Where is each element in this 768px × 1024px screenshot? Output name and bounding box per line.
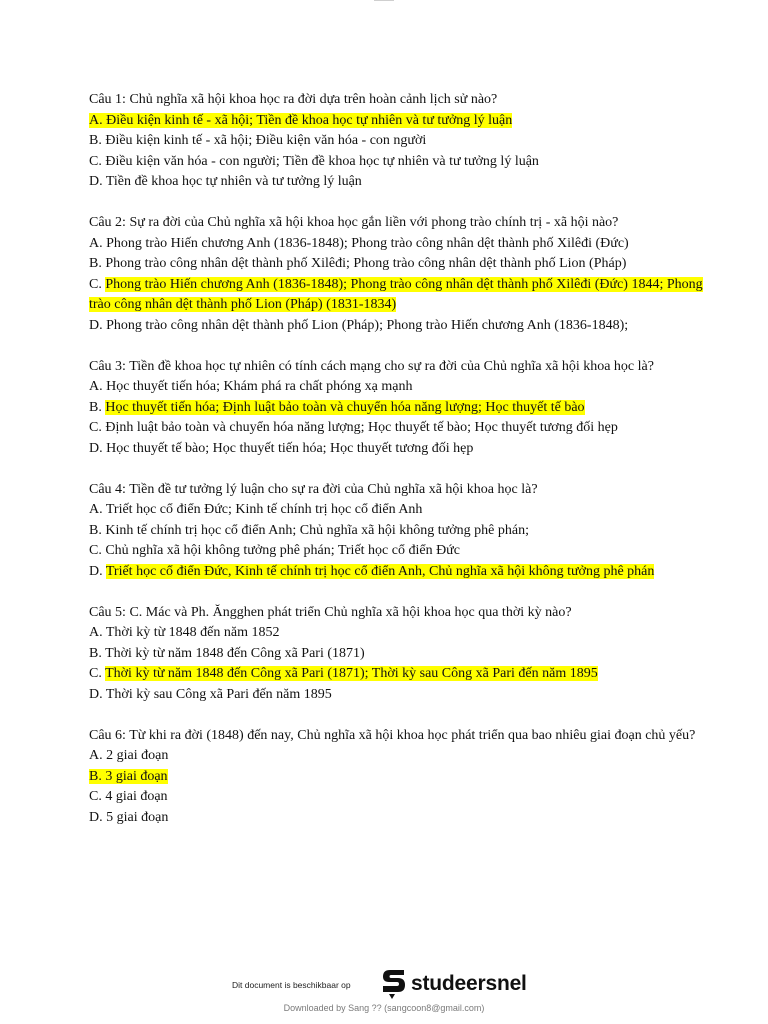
option-letter: C.: [89, 666, 106, 681]
answer-option: A. Phong trào Hiến chương Anh (1836-1848); Phong trào công nhân dệt thành phố Xilêđi (Đức): [89, 235, 629, 251]
answer-option: [89, 664, 719, 685]
page-top-divider: [374, 0, 394, 1]
studeersnel-logo-icon: [380, 968, 407, 1000]
question-block: [89, 480, 719, 583]
answer-option: B. Phong trào công nhân dệt thành phố Xilêđi; Phong trào công nhân dệt thành phố Lion (Pháp): [89, 256, 627, 271]
answer-option: C. 4 giai đoạn: [89, 789, 168, 804]
question-text: Câu 6: Từ khi ra đời (1848) đến nay, Chủ nghĩa xã hội khoa học phát triển qua bao nhiêu giai đoạn chủ yếu?: [89, 727, 696, 743]
question-text: Câu 4: Tiền đề tư tưởng lý luận cho sự ra đời của Chủ nghĩa xã hội khoa học là?: [89, 481, 538, 497]
availability-text: Dit document is beschikbaar op: [232, 980, 351, 990]
highlighted-correct-answer: B. 3 giai đoạn: [89, 768, 168, 784]
option-letter: C.: [89, 276, 106, 292]
question-block: [89, 603, 719, 706]
studeersnel-brand[interactable]: [380, 968, 527, 1000]
answer-option: B. Thời kỳ từ năm 1848 đến Công xã Pari (1871): [89, 645, 365, 661]
highlighted-correct-answer: Phong trào Hiến chương Anh (1836-1848); Phong trào công nhân dệt thành phố Xilêđi (Đức) 1844; Phong trào công nhân dệt thành phố Lion (Pháp) (1831-1834): [89, 276, 703, 312]
highlighted-correct-answer: A. Điều kiện kinh tế - xã hội; Tiền đề khoa học tự nhiên và tư tưởng lý luận: [89, 112, 513, 128]
answer-option: C. Chủ nghĩa xã hội không tưởng phê phán; Triết học cổ điển Đức: [89, 543, 460, 558]
answer-option: [89, 767, 719, 788]
option-letter: D.: [89, 563, 106, 579]
answer-option: A. Triết học cổ điển Đức; Kinh tế chính trị học cổ điển Anh: [89, 502, 423, 517]
question-text: Câu 3: Tiền đề khoa học tự nhiên có tính cách mạng cho sự ra đời của Chủ nghĩa xã hội khoa học là?: [89, 358, 654, 374]
answer-option: A. Thời kỳ từ 1848 đến năm 1852: [89, 625, 280, 640]
question-block: [89, 213, 719, 336]
answer-option: [89, 275, 719, 316]
question-text: Câu 5: C. Mác và Ph. Ăngghen phát triển Chủ nghĩa xã hội khoa học qua thời kỳ nào?: [89, 604, 572, 620]
page-footer: [0, 966, 768, 1024]
answer-option: D. Phong trào công nhân dệt thành phố Lion (Pháp); Phong trào Hiến chương Anh (1836-1848);: [89, 317, 629, 333]
answer-option: A. Học thuyết tiến hóa; Khám phá ra chất phóng xạ mạnh: [89, 379, 413, 394]
question-block: [89, 357, 719, 460]
answer-option: D. Tiền đề khoa học tự nhiên và tư tưởng lý luận: [89, 174, 362, 189]
question-block: [89, 90, 719, 193]
question-text: Câu 2: Sự ra đời của Chủ nghĩa xã hội khoa học gắn liền với phong trào chính trị - xã hội nào?: [89, 215, 619, 230]
answer-option: D. 5 giai đoạn: [89, 809, 169, 825]
highlighted-correct-answer: Triết học cổ điển Đức, Kinh tế chính trị học cổ điển Anh, Chủ nghĩa xã hội không tưởng phê phán: [105, 563, 655, 579]
answer-option: A. 2 giai đoạn: [89, 748, 169, 763]
answer-option: B. Kinh tế chính trị học cổ điển Anh; Chủ nghĩa xã hội không tưởng phê phán;: [89, 522, 529, 538]
answer-option: [89, 398, 719, 419]
answer-option: C. Điều kiện văn hóa - con người; Tiền đề khoa học tự nhiên và tư tưởng lý luận: [89, 153, 539, 169]
quiz-document: [89, 90, 719, 849]
highlighted-correct-answer: Học thuyết tiến hóa; Định luật bảo toàn và chuyển hóa năng lượng; Học thuyết tế bào: [105, 399, 585, 415]
answer-option: B. Điều kiện kinh tế - xã hội; Điều kiện văn hóa - con người: [89, 133, 427, 148]
answer-option: C. Định luật bảo toàn và chuyển hóa năng lượng; Học thuyết tế bào; Học thuyết tương đối hẹp: [89, 420, 618, 435]
highlighted-correct-answer: Thời kỳ từ năm 1848 đến Công xã Pari (1871); Thời kỳ sau Công xã Pari đến năm 1895: [105, 666, 598, 681]
brand-name: studeersnel: [411, 972, 527, 995]
answer-option: [89, 111, 719, 132]
question-block: [89, 726, 719, 829]
answer-option: D. Thời kỳ sau Công xã Pari đến năm 1895: [89, 686, 332, 702]
download-note: Downloaded by Sang ?? (sangcoon8@gmail.com): [283, 1003, 485, 1013]
question-text: Câu 1: Chủ nghĩa xã hội khoa học ra đời dựa trên hoàn cảnh lịch sử nào?: [89, 92, 498, 107]
answer-option: [89, 562, 719, 583]
answer-option: D. Học thuyết tế bào; Học thuyết tiến hóa; Học thuyết tương đối hẹp: [89, 440, 474, 456]
option-letter: B.: [89, 399, 106, 415]
